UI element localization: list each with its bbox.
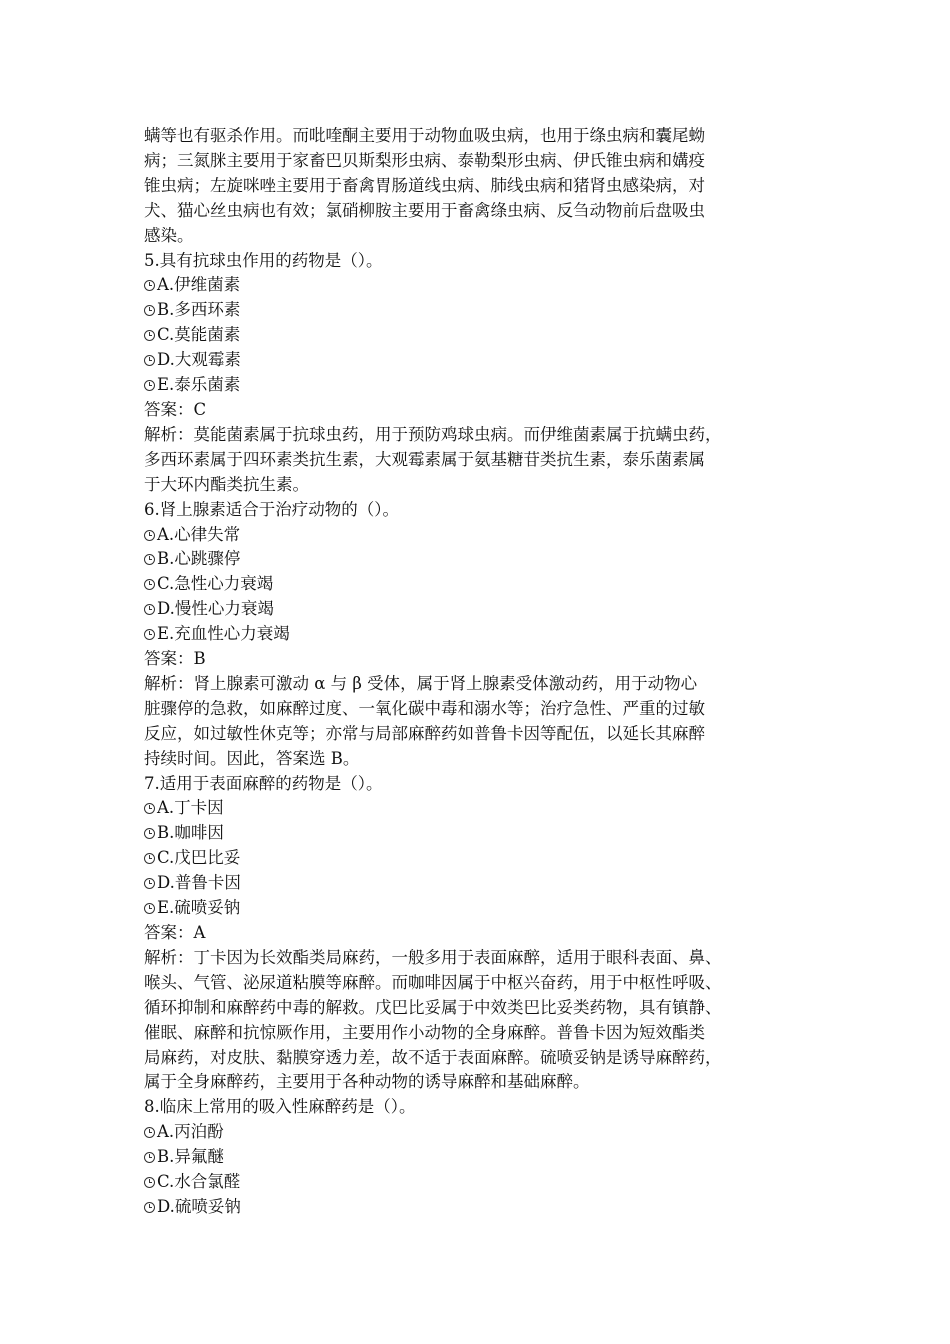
option-e[interactable]: [144, 622, 814, 647]
option-d[interactable]: [144, 871, 814, 896]
question-6: [144, 498, 814, 772]
radio-icon[interactable]: [144, 305, 155, 316]
answer-text: 答案：B: [144, 649, 206, 669]
explanation-line: 反应，如过敏性休克等；亦常与局部麻醉药如普鲁卡因等配伍，以延长其麻醉: [144, 723, 705, 743]
option-c[interactable]: [144, 1170, 814, 1195]
explanation-line: 于大环内酯类抗生素。: [144, 474, 309, 494]
explanation-line: 解析：肾上腺素可激动 α 与 β 受体，属于肾上腺素受体激动药，用于动物心: [144, 673, 698, 693]
option-label: C.急性心力衰竭: [157, 574, 274, 594]
question-stem: 8.临床上常用的吸入性麻醉药是（）。: [144, 1097, 416, 1117]
option-e[interactable]: [144, 373, 814, 398]
radio-icon[interactable]: [144, 903, 155, 914]
option-label: A.丙泊酚: [157, 1122, 224, 1142]
intro-paragraph: [144, 124, 814, 249]
option-label: A.丁卡因: [157, 798, 224, 818]
radio-icon[interactable]: [144, 579, 155, 590]
document-page: [144, 124, 814, 1220]
explanation-line: 循环抑制和麻醉药中毒的解救。戊巴比妥属于中效类巴比妥类药物，具有镇静、: [144, 997, 722, 1017]
option-d[interactable]: [144, 348, 814, 373]
option-b[interactable]: [144, 821, 814, 846]
option-label: D.硫喷妥钠: [157, 1196, 241, 1216]
radio-icon[interactable]: [144, 1202, 155, 1213]
option-d[interactable]: [144, 1195, 814, 1220]
option-label: B.多西环素: [157, 300, 241, 320]
radio-icon[interactable]: [144, 1152, 155, 1163]
text-line: 感染。: [144, 225, 194, 245]
explanation-line: 催眠、麻醉和抗惊厥作用，主要用作小动物的全身麻醉。普鲁卡因为短效酯类: [144, 1022, 705, 1042]
question-7: [144, 772, 814, 1096]
text-line: 锥虫病；左旋咪唑主要用于畜禽胃肠道线虫病、肺线虫病和猪肾虫感染病，对: [144, 175, 705, 195]
option-c[interactable]: [144, 572, 814, 597]
option-label: B.心跳骤停: [157, 549, 241, 569]
text-line: 螨等也有驱杀作用。而吡喹酮主要用于动物血吸虫病，也用于绦虫病和囊尾蚴: [144, 126, 705, 145]
option-a[interactable]: [144, 273, 814, 298]
option-label: D.大观霉素: [157, 350, 241, 370]
option-label: B.咖啡因: [157, 823, 224, 843]
radio-icon[interactable]: [144, 1127, 155, 1138]
answer-text: 答案：C: [144, 399, 207, 419]
radio-icon[interactable]: [144, 355, 155, 366]
option-d[interactable]: [144, 597, 814, 622]
radio-icon[interactable]: [144, 803, 155, 814]
text-line: 病；三氮脒主要用于家畜巴贝斯梨形虫病、泰勒梨形虫病、伊氏锥虫病和媾疫: [144, 150, 705, 170]
radio-icon[interactable]: [144, 828, 155, 839]
option-a[interactable]: [144, 523, 814, 548]
option-b[interactable]: [144, 1145, 814, 1170]
option-label: C.水合氯醛: [157, 1172, 241, 1192]
radio-icon[interactable]: [144, 530, 155, 541]
explanation-line: 脏骤停的急救，如麻醉过度、一氧化碳中毒和溺水等；治疗急性、严重的过敏: [144, 698, 705, 718]
option-label: A.心律失常: [157, 524, 241, 544]
radio-icon[interactable]: [144, 380, 155, 391]
radio-icon[interactable]: [144, 554, 155, 565]
option-a[interactable]: [144, 796, 814, 821]
explanation-line: 喉头、气管、泌尿道粘膜等麻醉。而咖啡因属于中枢兴奋药，用于中枢性呼吸、: [144, 972, 722, 992]
answer-text: 答案：A: [144, 923, 206, 942]
radio-icon[interactable]: [144, 878, 155, 889]
option-label: D.慢性心力衰竭: [157, 599, 274, 619]
question-stem: 6.肾上腺素适合于治疗动物的（）。: [144, 499, 399, 519]
radio-icon[interactable]: [144, 1177, 155, 1188]
option-c[interactable]: [144, 846, 814, 871]
option-b[interactable]: [144, 298, 814, 323]
radio-icon[interactable]: [144, 330, 155, 341]
option-label: D.普鲁卡因: [157, 873, 241, 893]
explanation-line: 属于全身麻醉药，主要用于各种动物的诱导麻醉和基础麻醉。: [144, 1072, 590, 1092]
option-label: E.硫喷妥钠: [157, 898, 241, 918]
option-label: E.泰乐菌素: [157, 375, 241, 395]
option-label: A.伊维菌素: [157, 275, 241, 295]
explanation-line: 持续时间。因此，答案选 B。: [144, 748, 360, 768]
explanation-line: 解析：莫能菌素属于抗球虫药，用于预防鸡球虫病。而伊维菌素属于抗螨虫药，: [144, 424, 722, 444]
explanation-line: 局麻药，对皮肤、黏膜穿透力差，故不适于表面麻醉。硫喷妥钠是诱导麻醉药，: [144, 1047, 722, 1067]
radio-icon[interactable]: [144, 604, 155, 615]
question-stem: 7.适用于表面麻醉的药物是（）。: [144, 773, 383, 793]
option-label: C.莫能菌素: [157, 325, 241, 345]
question-8: [144, 1095, 814, 1220]
option-label: E.充血性心力衰竭: [157, 624, 290, 644]
option-a[interactable]: [144, 1120, 814, 1145]
explanation-line: 多西环素属于四环素类抗生素，大观霉素属于氨基糖苷类抗生素，泰乐菌素属: [144, 449, 705, 469]
option-e[interactable]: [144, 896, 814, 921]
option-b[interactable]: [144, 547, 814, 572]
question-stem: 5.具有抗球虫作用的药物是（）。: [144, 250, 383, 270]
option-label: B.异氟醚: [157, 1147, 224, 1167]
radio-icon[interactable]: [144, 280, 155, 291]
radio-icon[interactable]: [144, 853, 155, 864]
explanation-line: 解析：丁卡因为长效酯类局麻药，一般多用于表面麻醉，适用于眼科表面、鼻、: [144, 947, 722, 967]
text-line: 犬、猫心丝虫病也有效；氯硝柳胺主要用于畜禽绦虫病、反刍动物前后盘吸虫: [144, 200, 705, 220]
option-label: C.戊巴比妥: [157, 848, 241, 868]
option-c[interactable]: [144, 323, 814, 348]
radio-icon[interactable]: [144, 629, 155, 640]
question-5: [144, 249, 814, 498]
